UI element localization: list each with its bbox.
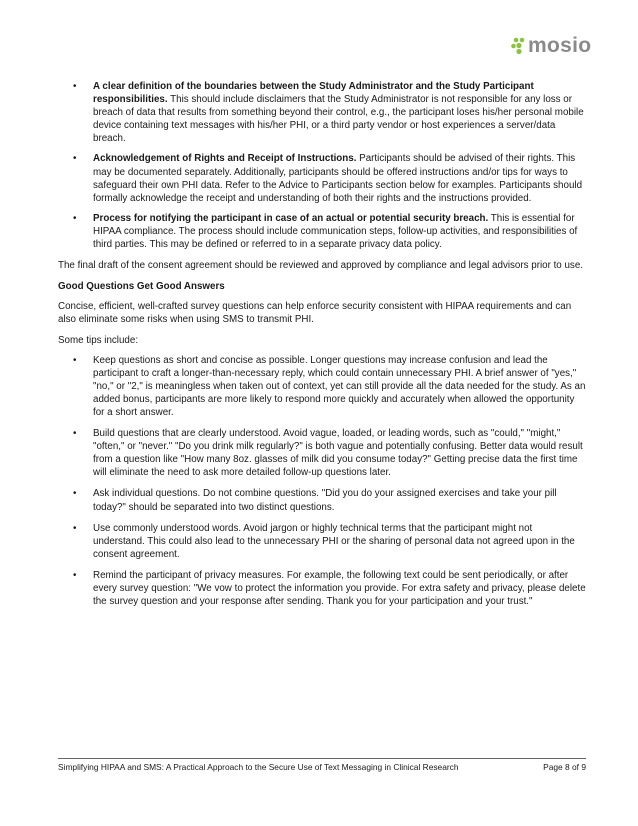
list-item — [58, 80, 586, 145]
list-item — [58, 427, 586, 479]
bullet-glyph: • — [73, 522, 77, 534]
page-number: Page 8 of 9 — [543, 762, 586, 772]
list-item — [58, 522, 586, 561]
bullet-text: This should include disclaimers that the Study Administrator is not responsible for any loss or breach of data that results from something beyond their control, e.g., the participant loses his/her personal mobile device containing text messages with his/her PHI, or a third party vendor or host experiences a server/data breach. — [93, 94, 584, 145]
bullet-bold-lead: Acknowledgement of Rights and Receipt of Instructions. — [93, 153, 357, 165]
list-item — [58, 212, 586, 251]
document-body — [58, 80, 586, 616]
mosio-logo-icon — [511, 37, 527, 55]
tip-text: Keep questions as short and concise as possible. Longer questions may increase confusion and lead the participant to craft a longer-than-necessary reply, which could contain unnecessary PHI. A brief answer of "yes," "no," or "2," is meaningless when taken out of context, yet can still provide all the data needed for the study. As an added bonus, participants are more likely to respond more quickly and accurately when allowed the opportunity for a short answer. — [93, 354, 586, 418]
tips-intro: Some tips include: — [58, 334, 139, 346]
bullet-glyph: • — [73, 212, 77, 224]
bullet-glyph: • — [73, 488, 77, 500]
mosio-logo — [511, 35, 591, 57]
final-draft-paragraph: The final draft of the consent agreement should be reviewed and approved by compliance and legal advisors prior to use. — [58, 260, 583, 272]
section-heading: Good Questions Get Good Answers — [58, 281, 225, 293]
bullet-text: Participants should be advised of their rights. This may be documented separately. Additionally, participants should be offered instructions and/or tips for ways to safeguard their own PHI data. Refer to the Advice to Participants section below for examples. Participants should formally acknowledge the receipt and understanding of both their rights and the instructions provided. — [93, 153, 583, 204]
page-footer — [58, 758, 586, 773]
concise-paragraph: Concise, efficient, well-crafted survey questions can help enforce security consistent with HIPAA requirements and can also eliminate some risks when using SMS to transmit PHI. — [58, 301, 572, 326]
list-item — [58, 569, 586, 608]
footer-title: Simplifying HIPAA and SMS: A Practical Approach to the Secure Use of Text Messaging in Clinical Research — [58, 762, 459, 772]
bullet-glyph: • — [73, 81, 77, 92]
bullet-glyph: • — [73, 153, 77, 165]
list-item — [58, 487, 586, 513]
tip-text: Ask individual questions. Do not combine questions. "Did you do your assigned exercises and take your pill today?" should be separated into two distinct questions. — [93, 488, 557, 513]
logo-text: mosio — [528, 34, 592, 57]
list-item — [58, 354, 586, 419]
bullet-bold-lead: A clear definition of the boundaries between the Study Administrator and the Study Participant responsibilities. — [93, 81, 534, 106]
consent-bullet-list — [58, 80, 586, 251]
tip-text: Remind the participant of privacy measures. For example, the following text could be sent periodically, or after every survey question: "We vow to protect the information you provide. For extra safety and privacy, please delete the survey question and your response after sending. Thank you for your participation and your trust." — [93, 569, 586, 608]
bullet-bold-lead: Process for notifying the participant in case of an actual or potential security breach. — [93, 212, 489, 224]
list-item — [58, 152, 586, 204]
tip-text: Build questions that are clearly understood. Avoid vague, loaded, or leading words, such as "could," "might," "often," or "never." "Do you drink milk regularly?" is both vague and potentially confusing. Better data would result from a question like "How many 8oz. glasses of milk did you consume today?" Getting precise data the first time will eliminate the need to ask more detailed follow-up questions later. — [93, 428, 583, 479]
bullet-text: This is essential for HIPAA compliance. The process should include communication steps, follow-up activities, and responsibilities of third parties. This may be defined or referred to in a separate privacy data policy. — [93, 212, 578, 251]
tip-text: Use commonly understood words. Avoid jargon or highly technical terms that the participant might not understand. This could also lead to the unnecessary PHI or the sharing of personal data not agreed upon in the consent agreement. — [93, 522, 575, 560]
bullet-glyph: • — [73, 428, 77, 440]
bullet-glyph: • — [73, 354, 77, 366]
bullet-glyph: • — [73, 569, 77, 581]
tips-bullet-list — [58, 354, 586, 609]
